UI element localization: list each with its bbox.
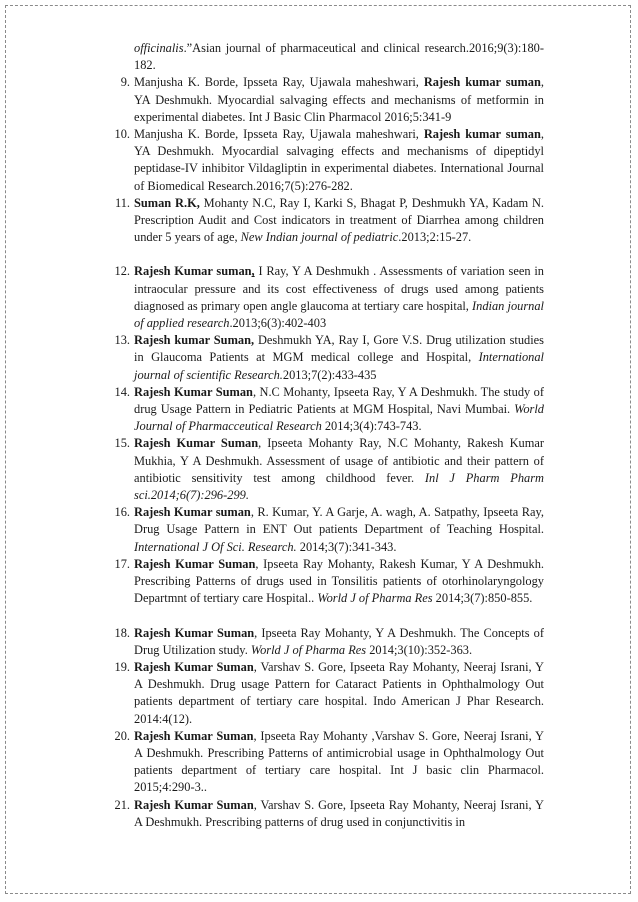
reference-item	[108, 659, 544, 728]
reference-text: Deshmukh YA, Ray I, Gore V.S. Drug utilization studies in Glaucoma Patients at MGM medical college and Hospital,	[134, 333, 544, 365]
reference-number: 17.	[114, 556, 130, 571]
reference-text: .2013;2:15-27.	[398, 230, 472, 245]
reference-text: I Ray, Y A Deshmukh . Assessments of variation seen in intraocular pressure and its cost effectiveness of drugs used among patients diagnosed as primary open angle glaucoma at tertiary care hospital,	[134, 264, 544, 313]
reference-text: Suman R.K,	[134, 195, 200, 210]
reference-text: World Journal of Pharmacceutical Research	[134, 402, 544, 434]
reference-item	[108, 126, 544, 195]
spacer	[108, 608, 544, 625]
reference-item	[108, 435, 544, 504]
reference-item	[108, 728, 544, 797]
reference-text: Inl J Pharm Pharm sci.2014;6(7):296-299.	[134, 470, 544, 503]
reference-text: Rajesh Kumar Suman	[134, 728, 254, 743]
reference-item	[108, 332, 544, 384]
reference-text: ,	[251, 264, 255, 279]
reference-text: 2014;3(4):743-743.	[321, 419, 422, 434]
reference-text: .”Asian journal of pharmaceutical and clinical research.2016;9(3):180-182.	[134, 41, 544, 73]
reference-item	[108, 504, 544, 556]
reference-text: Manjusha K. Borde, Ipsseta Ray, Ujawala maheshwari,	[134, 75, 424, 90]
reference-list	[108, 40, 544, 831]
reference-number: 14.	[114, 384, 130, 399]
reference-item	[108, 556, 544, 608]
reference-number: 13.	[114, 333, 130, 348]
reference-number: 12.	[114, 264, 130, 279]
reference-number: 21.	[114, 797, 130, 812]
reference-text: Rajesh kumar suman	[423, 127, 541, 142]
reference-text: World J of Pharma Res	[317, 591, 433, 606]
reference-item	[108, 263, 544, 332]
reference-text: , N.C Mohanty, Ipseeta Ray, Y A Deshmukh. The study of drug Usage Pattern in Pediatric Patients at MGM Hospital, Navi Mumbai.	[134, 384, 544, 417]
reference-text: , Ipseeta Ray Mohanty ,Varshav S. Gore, Neeraj Israni, Y A Deshmukh. Prescribing Patterns of antimicrobial usage in Ophthalmology Out patients department of tertiary care hospital. Int J basic clin Pharmacol. 2015;4:290-3..	[134, 728, 544, 795]
reference-number: 20.	[114, 728, 130, 743]
reference-text: Rajesh Kumar Suman	[134, 797, 254, 812]
reference-text: Rajesh Kumar suman	[134, 505, 251, 520]
reference-text: 2014;3(7):341-343.	[296, 539, 397, 554]
reference-text: Rajesh Kumar Suman	[134, 659, 254, 674]
reference-text: Rajesh Kumar Suman	[134, 384, 253, 399]
reference-number: 16.	[114, 505, 130, 520]
reference-text: Mohanty N.C, Ray I, Karki S, Bhagat P, Deshmukh YA, Kadam N. Prescription Audit and Cost indicators in treatment of Diarrhea among children under 5 years of age,	[134, 195, 544, 245]
reference-text: , YA Deshmukh. Myocardial salvaging effects and mechanisms of dipeptidyl peptidase-IV inhibitor Vildagliptin in experimental diabetes. International Journal of Biomedical Research.2016;7(5):276-282.	[134, 127, 544, 193]
reference-text: , Ipseeta Mohanty Ray, N.C Mohanty, Rakesh Kumar Mukhia, Y A Deshmukh. Assessment of usage of antibiotic and their pattern of antibiotic sensitivity test among childhood fever.	[134, 436, 544, 485]
reference-text: International journal of scientific Research.	[134, 350, 544, 382]
reference-text: , Varshav S. Gore, Ipseeta Ray Mohanty, Neeraj Israni, Y A Deshmukh. Drug usage Pattern for Cataract Patients in Ophthalmology Out patients department of tertiary care hospital. Indo American J Phar Research. 2014:4(12).	[134, 659, 544, 726]
reference-number: 10.	[114, 127, 130, 142]
reference-text: Rajesh kumar suman	[423, 75, 541, 90]
reference-text: , Ipseeta Ray Mohanty, Y A Deshmukh. The Concepts of Drug Utilization study.	[134, 625, 544, 657]
reference-text: 2013;7(2):433-435	[282, 367, 377, 382]
reference-item	[108, 797, 544, 831]
reference-number: 19.	[114, 659, 130, 674]
reference-text: , Varshav S. Gore, Ipseeta Ray Mohanty, Neeraj Israni, Y A Deshmukh. Prescribing patterns of drug used in conjunctivitis in	[134, 797, 544, 829]
reference-number: 15.	[114, 436, 130, 451]
reference-item	[108, 384, 544, 436]
reference-item	[108, 74, 544, 126]
reference-text: New Indian journal of pediatric	[240, 230, 399, 245]
reference-text: International J Of Sci. Research.	[134, 539, 297, 554]
reference-text: officinalis	[134, 41, 184, 55]
spacer	[108, 246, 544, 263]
reference-text: .2013;6(3):402-403	[229, 316, 327, 331]
reference-text: Rajesh Kumar Suman	[134, 436, 259, 451]
reference-text: Indian journal of applied research	[134, 298, 544, 331]
reference-text: Rajesh Kumar suman	[134, 264, 252, 279]
reference-text: Rajesh Kumar Suman	[134, 625, 255, 640]
reference-text: Manjusha K. Borde, Ipsseta Ray, Ujawala maheshwari,	[134, 127, 424, 142]
reference-number: 11.	[114, 195, 130, 210]
reference-item	[108, 195, 544, 247]
reference-text: , YA Deshmukh. Myocardial salvaging effects and mechanisms of metformin in experimental diabetes. Int J Basic Clin Pharmacol 2016;5:341-9	[134, 75, 544, 124]
reference-text: 2014;3(10):352-363.	[366, 642, 473, 657]
reference-text: World J of Pharma Res	[250, 642, 367, 657]
reference-number: 18.	[114, 625, 130, 640]
reference-number: 9.	[120, 75, 130, 90]
reference-item	[108, 625, 544, 659]
reference-text: , R. Kumar, Y. A Garje, A. wagh, A. Satpathy, Ipseeta Ray, Drug Usage Pattern in ENT Out patients Department of Teaching Hospital.	[134, 505, 544, 537]
reference-text: 2014;3(7):850-855.	[432, 591, 533, 606]
reference-text: Rajesh kumar Suman,	[134, 333, 255, 348]
reference-text: , Ipseeta Ray Mohanty, Rakesh Kumar, Y A Deshmukh. Prescribing Patterns of drugs used in Tonsilitis patients of otorhinolaryngology Departmnt of tertiary care Hospital..	[134, 556, 544, 606]
reference-item	[108, 40, 544, 74]
reference-text: Rajesh Kumar Suman	[134, 556, 256, 571]
